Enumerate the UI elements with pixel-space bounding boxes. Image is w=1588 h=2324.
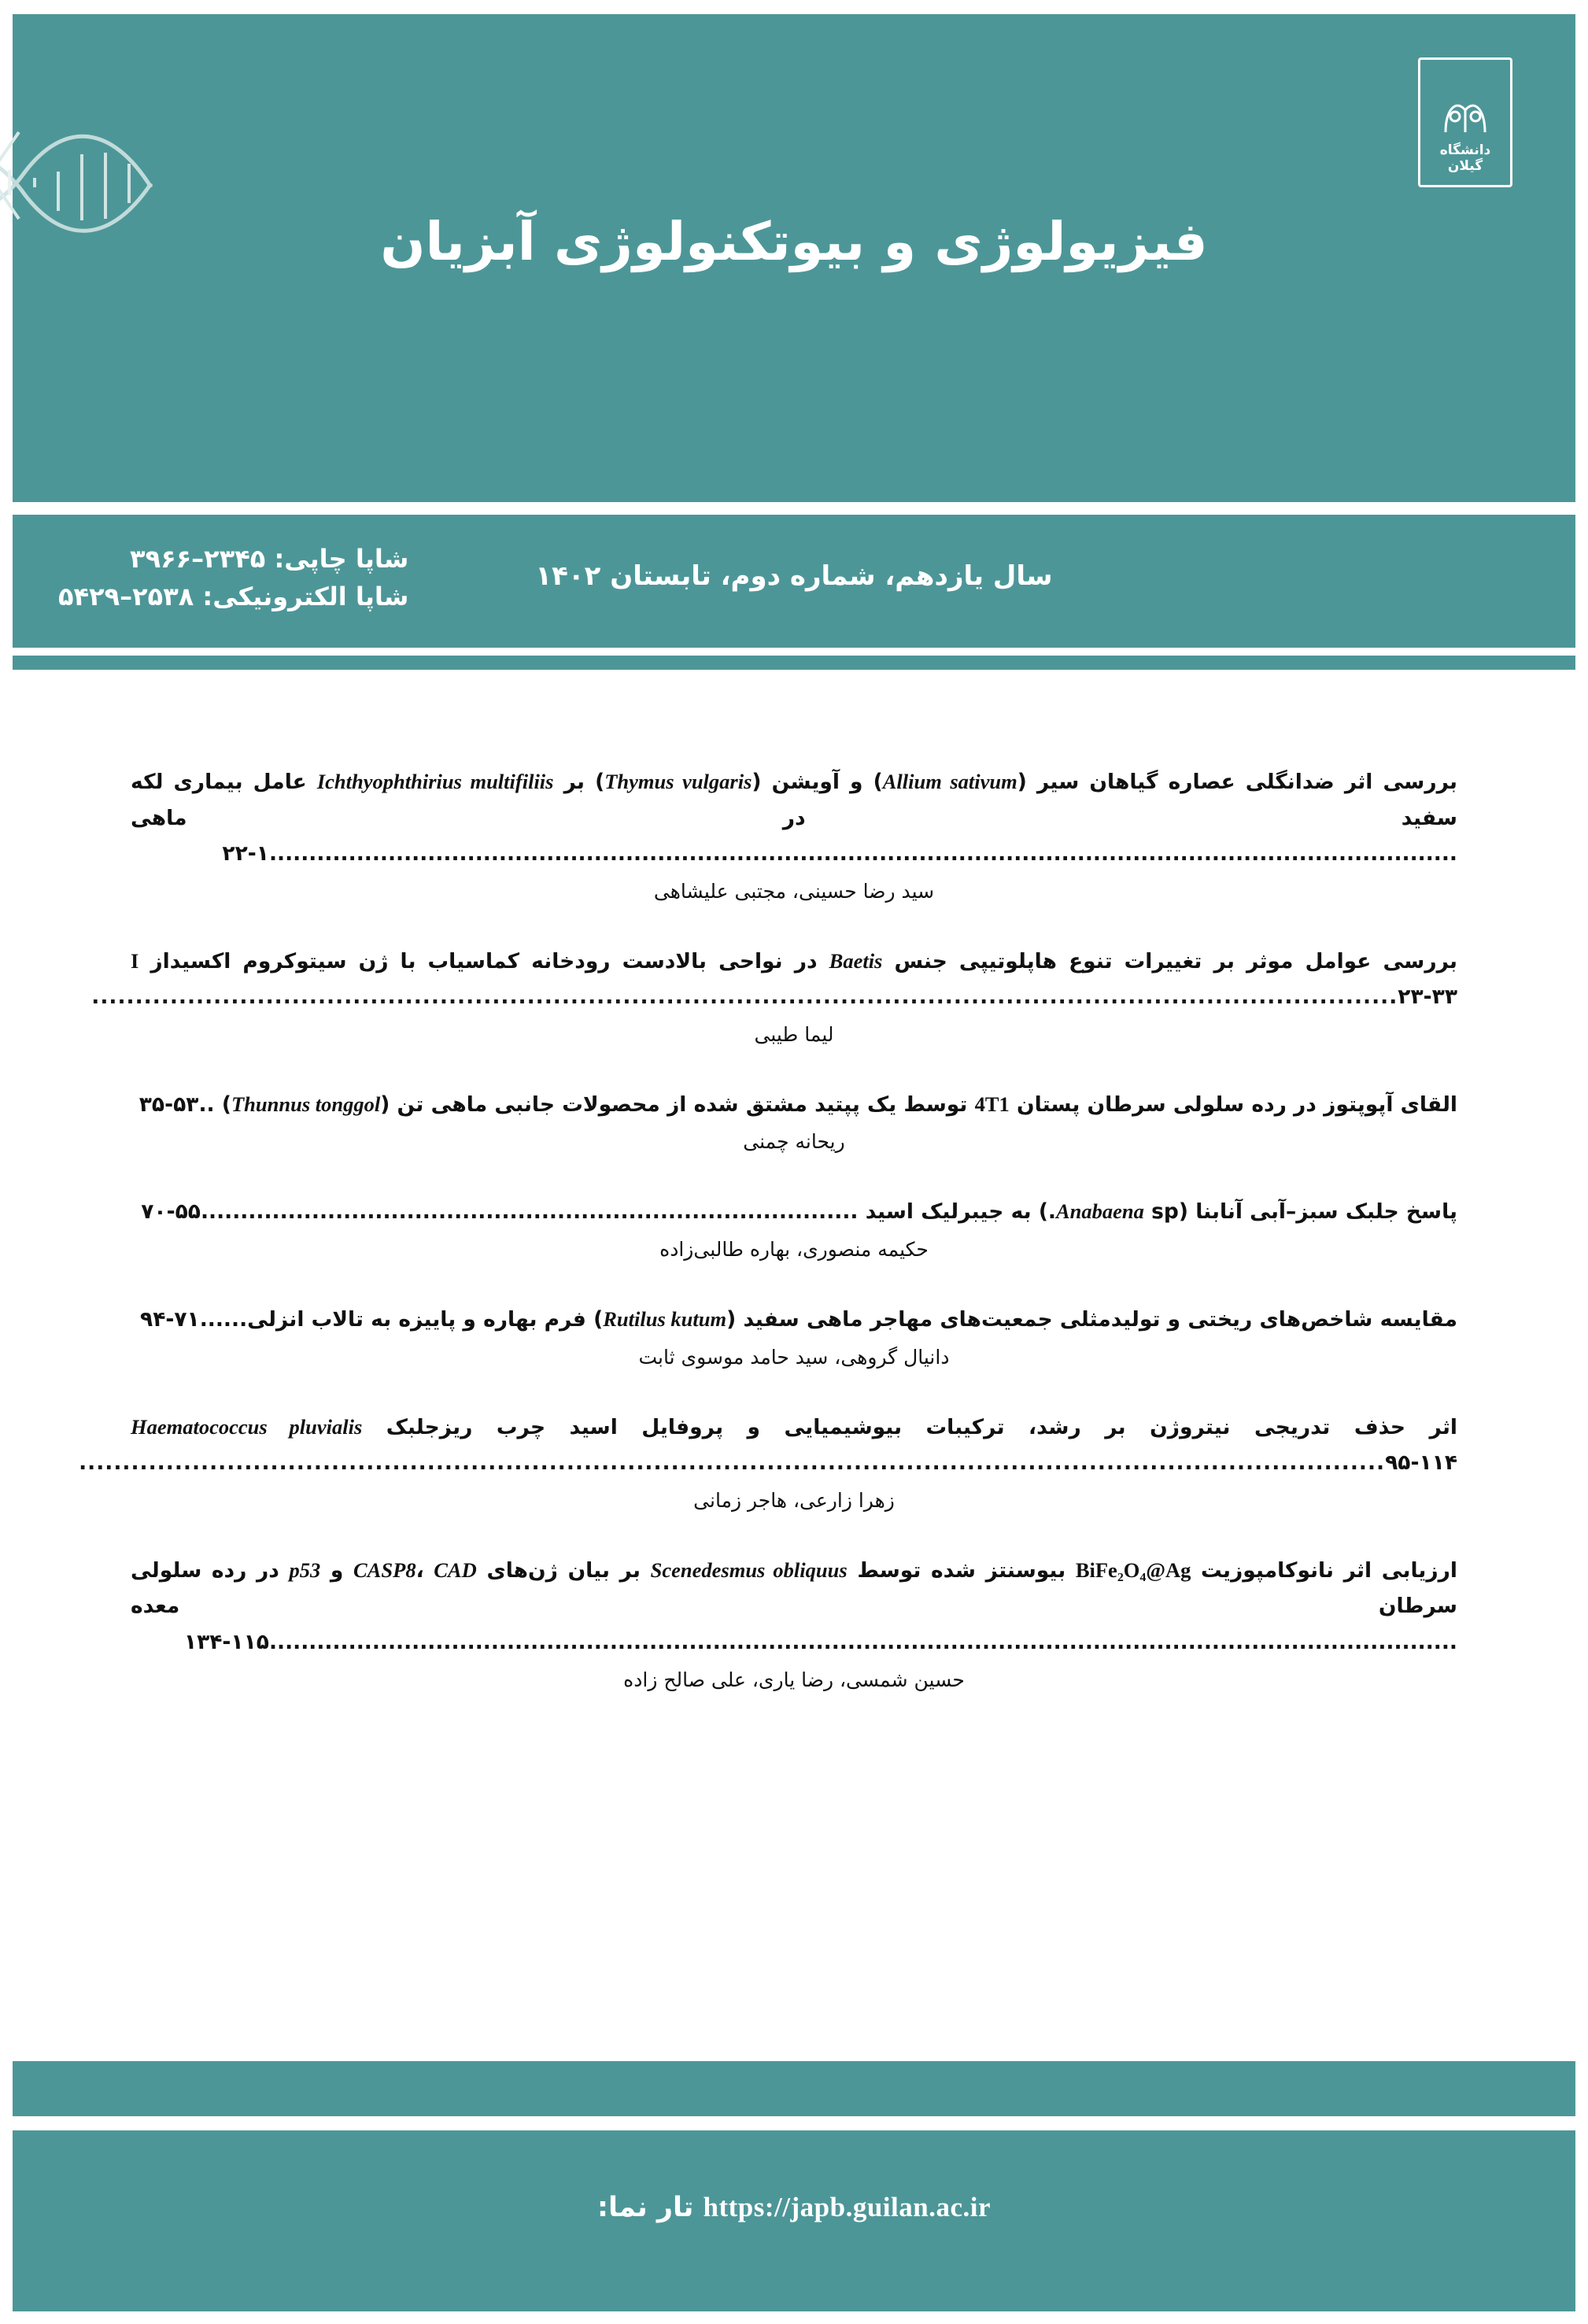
toc-entry-authors: ریحانه چمنی	[743, 1130, 845, 1154]
toc-entry-pages: ۲۳-۳۳	[1398, 985, 1457, 1010]
toc-entry[interactable]	[131, 1087, 1457, 1154]
toc-title-text: پاسخ جلبک سبز–آبی آنابنا (Anabaena sp.) به جیبرلیک اسید	[858, 1199, 1457, 1225]
toc-entry[interactable]	[79, 1410, 1458, 1512]
website-label: تار نما:	[596, 2192, 694, 2223]
toc-title-text: اثر حذف تدریجی نیتروژن بر رشد، ترکیبات بیوشیمیایی و پروفایل اسید چرب ریزجلبک Haematococcus pluvialis	[131, 1414, 1458, 1439]
toc-entry[interactable]	[131, 1553, 1457, 1691]
university-emblem-icon	[1438, 93, 1493, 139]
toc-entry-pages: ۱۱۵-۱۳۴	[183, 1629, 269, 1654]
toc-entry-authors: لیما طیبی	[754, 1022, 834, 1046]
toc-entry-authors: سید رضا حسینی، مجتبی علیشاهی	[653, 879, 935, 903]
toc-entry-pages: ۳۵-۵۳	[138, 1092, 199, 1117]
toc-entry-title	[131, 1553, 1457, 1661]
website-line[interactable]	[13, 2192, 1575, 2223]
footer-accent-rule	[13, 2061, 1575, 2116]
leader-dots: ...................................................................................	[200, 1199, 859, 1225]
accent-rule	[13, 656, 1575, 670]
issue-line: سال یازدهم، شماره دوم، تابستان ۱۴۰۲	[535, 560, 1053, 592]
toc-entry-title	[91, 944, 1458, 1015]
website-url[interactable]: https://japb.guilan.ac.ir	[703, 2192, 992, 2222]
masthead-banner	[13, 14, 1575, 502]
toc-entry-authors: زهرا زارعی، هاجر زمانی	[693, 1488, 895, 1512]
toc-entry[interactable]	[131, 1302, 1457, 1369]
toc-entry-pages: ۹۵-۱۱۴	[1385, 1450, 1457, 1476]
leader-dots: ......	[199, 1307, 248, 1332]
university-logo	[1418, 57, 1512, 187]
leader-dots: ..	[198, 1092, 215, 1117]
toc-entry-authors: دانیال گروهی، سید حامد موسوی ثابت	[638, 1345, 950, 1369]
toc-entry-title	[79, 1410, 1458, 1481]
issn-print: شاپا چاپی: ۲۳۴۵–۳۹۶۶	[130, 544, 409, 574]
toc-entry[interactable]	[91, 944, 1458, 1046]
issue-band	[13, 510, 1575, 648]
footer-bands	[13, 2061, 1575, 2311]
footer-band	[13, 2130, 1575, 2311]
toc-title-text: مقایسه شاخص‌های ریختی و تولیدمثلی جمعیت‌های مهاجر ماهی سفید (Rutilus kutum) فرم بهاره و پاییزه به تالاب انزلی	[247, 1307, 1457, 1332]
leader-dots: ......................................................................................................................................................	[268, 841, 1457, 866]
journal-title: فیزیولوژی و بیوتکنولوژی آبزیان	[380, 211, 1208, 272]
leader-dots: ......................................................................................................................................................	[79, 1450, 1386, 1476]
footer-band-gap	[13, 2116, 1575, 2130]
toc-entry-pages: ۷۱-۹۴	[140, 1307, 200, 1332]
table-of-contents	[13, 670, 1575, 1691]
toc-entry[interactable]	[131, 764, 1457, 903]
toc-entry[interactable]	[131, 1194, 1457, 1261]
leader-dots: ......................................................................................................................................................	[91, 985, 1398, 1010]
toc-entry-pages: ۱-۲۲	[222, 841, 269, 866]
toc-title-text: ارزیابی اثر نانوکامپوزیت BiFe₂O₄@Ag بیوسنتز شده توسط Scenedesmus obliquus بر بیان ژن‌های CASP8، CAD و p53 در رده سلولی سرطان معده	[131, 1557, 1457, 1619]
toc-entry-title	[131, 1087, 1457, 1123]
toc-entry-pages: ۵۵-۷۰	[141, 1199, 201, 1225]
band-divider	[13, 502, 1575, 510]
toc-entry-title	[131, 1302, 1457, 1338]
toc-title-text: بررسی اثر ضدانگلی عصاره گیاهان سیر (Allium sativum) و آویشن (Thymus vulgaris) بر Ichthyophthirius multifiliis عامل بیماری لکه سفید در ماهی	[131, 770, 1458, 830]
university-logo-caption: دانشگاه گیلان	[1439, 142, 1491, 174]
toc-entry-title	[131, 1194, 1457, 1230]
band-divider-2	[13, 648, 1575, 656]
leader-dots: ......................................................................................................................................................	[268, 1629, 1457, 1654]
toc-title-text: بررسی عوامل موثر بر تغییرات تنوع هاپلوتیپی جنس Baetis در نواحی بالادست رودخانه کماسیاب با ژن سیتوکروم اکسیداز I	[131, 948, 1458, 974]
issn-online: شاپا الکترونیکی: ۲۵۳۸–۵۴۲۹	[58, 582, 409, 611]
toc-title-text: القای آپوپتوز در رده سلولی سرطان پستان 4T1 توسط یک پپتید مشتق شده از محصولات جانبی ماهی تن (Thunnus tonggol)	[214, 1092, 1457, 1117]
toc-entry-authors: حسین شمسی، رضا یاری، علی صالح زاده	[623, 1668, 965, 1691]
toc-entry-title	[131, 764, 1457, 872]
toc-entry-authors: حکیمه منصوری، بهاره طالبی‌زاده	[659, 1238, 929, 1262]
